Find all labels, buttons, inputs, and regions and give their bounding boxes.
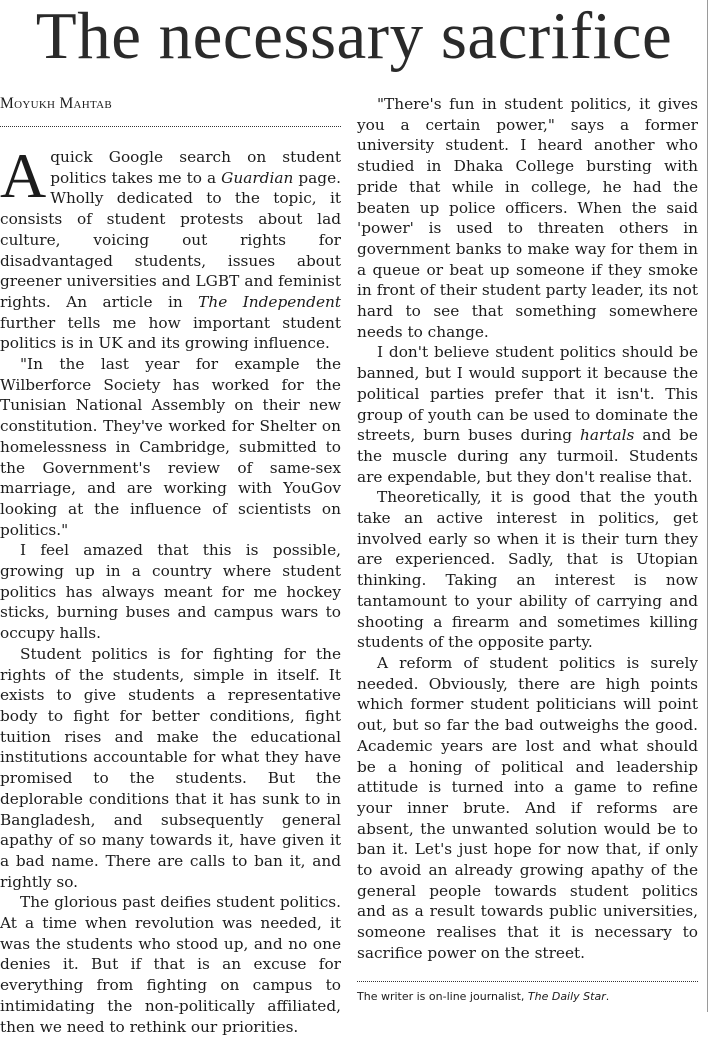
paragraph-7 [357, 342, 698, 487]
paragraph-7-text-b: and be the muscle during any turmoil. Students are expendable, but they don't realise that. [357, 426, 698, 486]
independent-title: The Independent [198, 292, 341, 311]
hartals-word: hartals [580, 426, 635, 445]
footnote-divider [357, 981, 698, 982]
paragraph-8: Theoretically, it is good that the youth take an active interest in politics, get involved early so when it is their turn they are experienced. Sadly, that is Utopian thinking. Taking an interest is now tantamount to your ability of carrying and shooting a firearm and sometimes killing students of the opposite party. [357, 488, 698, 652]
byline: Moyukh Mahtab [0, 95, 113, 112]
dotted-divider [0, 126, 341, 133]
drop-cap: A [0, 140, 47, 211]
article-column-left [0, 94, 341, 1037]
column-rule [707, 0, 708, 1012]
paragraph-1-text-c: further tells me how important student politics is in UK and its growing influence. [0, 313, 341, 353]
paragraph-7-text-a: I don't believe student politics should be banned, but I would support it because the political parties prefer that it isn't. This group of youth can be used to dominate the streets, burn buses during [357, 343, 698, 445]
guardian-title: Guardian [221, 168, 294, 187]
publication-name: The Daily Star [527, 990, 606, 1003]
paragraph-1 [0, 140, 342, 354]
paragraph-9: A reform of student politics is surely needed. Obviously, there are high points which former student politicians will point out, but so far the bad outweighs the good. Academic years are lost and what should be a honing of political and leadership attitude is turned into a game to refine your inner brute. And if reforms are absent, the unwanted solution would be to ban it. Let's just hope for now that, if only to avoid an already growing apathy of the general people towards student politics and as a result towards public universities, someone realises that it is necessary to sacrifice power on the street. [357, 653, 698, 962]
paragraph-1-text-b: page. Wholly dedicated to the topic, it consists of student protests about lad culture, voicing out rights for disadvantaged students, issues about greener universities and LGBT and feminist rights. An article in [0, 168, 342, 311]
paragraph-1-text-a: quick Google search on student politics takes me to a [50, 148, 341, 187]
author-footnote [357, 990, 698, 1004]
footnote-text-b: . [605, 990, 610, 1003]
paragraph-3: I feel amazed that this is possible, growing up in a country where student politics has always meant for me hockey sticks, burning buses and campus wars to occupy halls. [0, 541, 341, 643]
paragraph-6: "There's fun in student politics, it gives you a certain power," says a former university student. I heard another who studied in Dhaka College bursting with pride that while in college, he had the beaten up police officers. When the said 'power' is used to threaten others in government banks to make way for them in a queue or beat up someone if they smoke in front of their student party leader, its not hard to see that something somewhere needs to change. [357, 95, 698, 341]
article-column-right [357, 94, 698, 964]
paragraph-5: The glorious past deifies student politics. At a time when revolution was needed, it was the students who stood up, and no one denies it. But if that is an excuse for everything from fighting on campus to intimidating the non-politically affiliated, then we need to rethink our priorities. [0, 893, 341, 1036]
footnote-text-a: The writer is on-line journalist, [357, 990, 528, 1003]
paragraph-2: "In the last year for example the Wilberforce Society has worked for the Tunisian National Assembly on their new constitution. They've worked for Shelter on homelessness in Cambridge, submitted to the Government's review of same-sex marriage, and are working with YouGov looking at the influence of scientists on politics." [0, 355, 341, 539]
paragraph-4: Student politics is for fighting for the rights of the students, simple in itself. It exists to give students a representative body to fight for better conditions, fight tuition rises and make the educational institutions accountable for what they have promised to the students. But the deplorable conditions that it has sunk to in Bangladesh, and subsequently general apathy of so many towards it, have given it a bad name. There are calls to ban it, and rightly so. [0, 644, 341, 891]
headline: The necessary sacrifice [35, 0, 673, 73]
